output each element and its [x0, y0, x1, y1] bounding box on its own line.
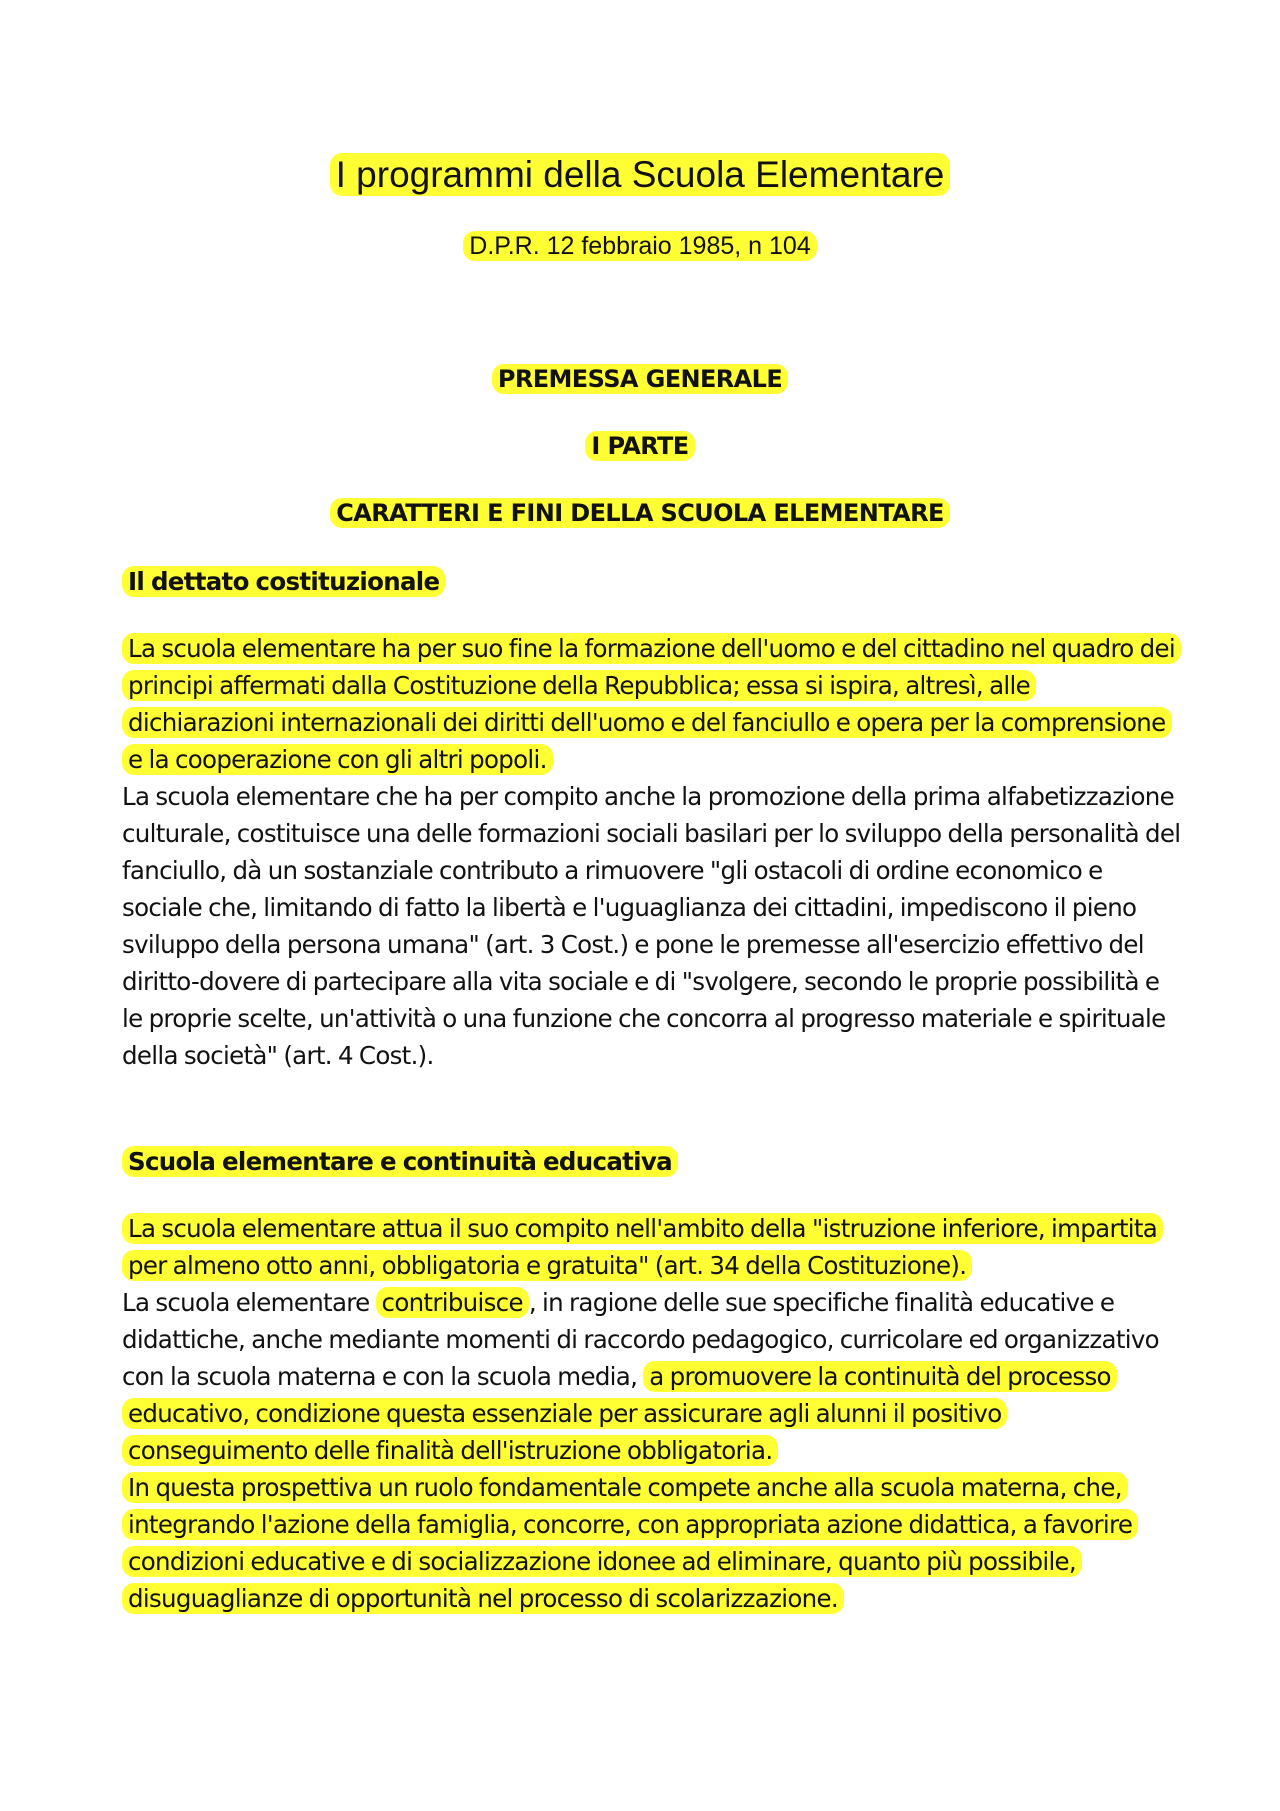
heading-parte: [0, 430, 1280, 462]
section2-p2-highlight-1: contribuisce: [376, 1287, 529, 1318]
section2-heading: [122, 1143, 1182, 1180]
section1-paragraph-2: La scuola elementare che ha per compito anche la promozione della prima alfabetizzazione culturale, costituisce una delle formazioni sociali basilari per lo sviluppo della personalità del fanciullo, dà un sostanziale contributo a rimuovere "gli ostacoli di ordine economico e sociale che, limitando di fatto la libertà e l'uguaglianza dei cittadini, impediscono il pieno sviluppo della persona umana" (art. 3 Cost.) e pone le premesse all'esercizio effettivo del diritto-dovere di partecipare alla vita sociale e di "svolgere, secondo le proprie possibilità e le proprie scelte, un'attività o una funzione che concorra al progresso materiale e spirituale della società" (art. 4 Cost.).: [122, 782, 1181, 1070]
section2-p2-highlight-2: a promuovere la continuità del processo educativo, condizione questa essenziale per assicurare agli alunni il positivo conseguimento delle finalità dell'istruzione obbligatoria.: [122, 1361, 1117, 1466]
heading-parte-text: I PARTE: [585, 431, 694, 461]
section2-p2-middle: , in ragione delle sue specifiche finalità educative e didattiche, anche mediante momenti di raccordo pedagogico, curricolare ed organizzativo con la scuola materna e con la scuola media,: [122, 1288, 1159, 1391]
section2-paragraph-1: [122, 1210, 1182, 1284]
section1-heading: [122, 563, 1182, 600]
section2-heading-text: Scuola elementare e continuità educativa: [122, 1146, 678, 1177]
document-subtitle-text: D.P.R. 12 febbraio 1985, n 104: [463, 231, 816, 261]
heading-caratteri-text: CARATTERI E FINI DELLA SCUOLA ELEMENTARE: [330, 498, 950, 528]
heading-premessa-text: PREMESSA GENERALE: [492, 364, 788, 394]
document-title-text: I programmi della Scuola Elementare: [330, 153, 951, 196]
section2-paragraph-3: [122, 1469, 1182, 1617]
section1-paragraph-1: [122, 630, 1182, 778]
document-title: [0, 152, 1280, 198]
section2-paragraph-2: [122, 1284, 1182, 1469]
section2-p2-start: La scuola elementare: [122, 1288, 376, 1317]
section2-body: [122, 1210, 1182, 1617]
document-subtitle: [0, 230, 1280, 262]
section1-heading-text: Il dettato costituzionale: [122, 566, 445, 597]
section1-p1-highlight: La scuola elementare ha per suo fine la formazione dell'uomo e del cittadino nel quadro dei principi affermati dalla Costituzione della Repubblica; essa si ispira, altresì, alle dichiarazioni internazionali dei diritti dell'uomo e del fanciullo e opera per la comprensione e la cooperazione con gli altri popoli.: [122, 633, 1181, 775]
section2-p3-highlight: In questa prospettiva un ruolo fondamentale compete anche alla scuola materna, che, integrando l'azione della famiglia, concorre, con appropriata azione didattica, a favorire condizioni educative e di socializzazione idonee ad eliminare, quanto più possibile, disuguaglianze di opportunità nel processo di scolarizzazione.: [122, 1472, 1138, 1614]
section1-body: [122, 630, 1182, 1074]
section2-p1-highlight: La scuola elementare attua il suo compito nell'ambito della "istruzione inferiore, impartita per almeno otto anni, obbligatoria e gratuita" (art. 34 della Costituzione).: [122, 1213, 1163, 1281]
heading-premessa: [0, 363, 1280, 395]
heading-caratteri: [0, 497, 1280, 529]
